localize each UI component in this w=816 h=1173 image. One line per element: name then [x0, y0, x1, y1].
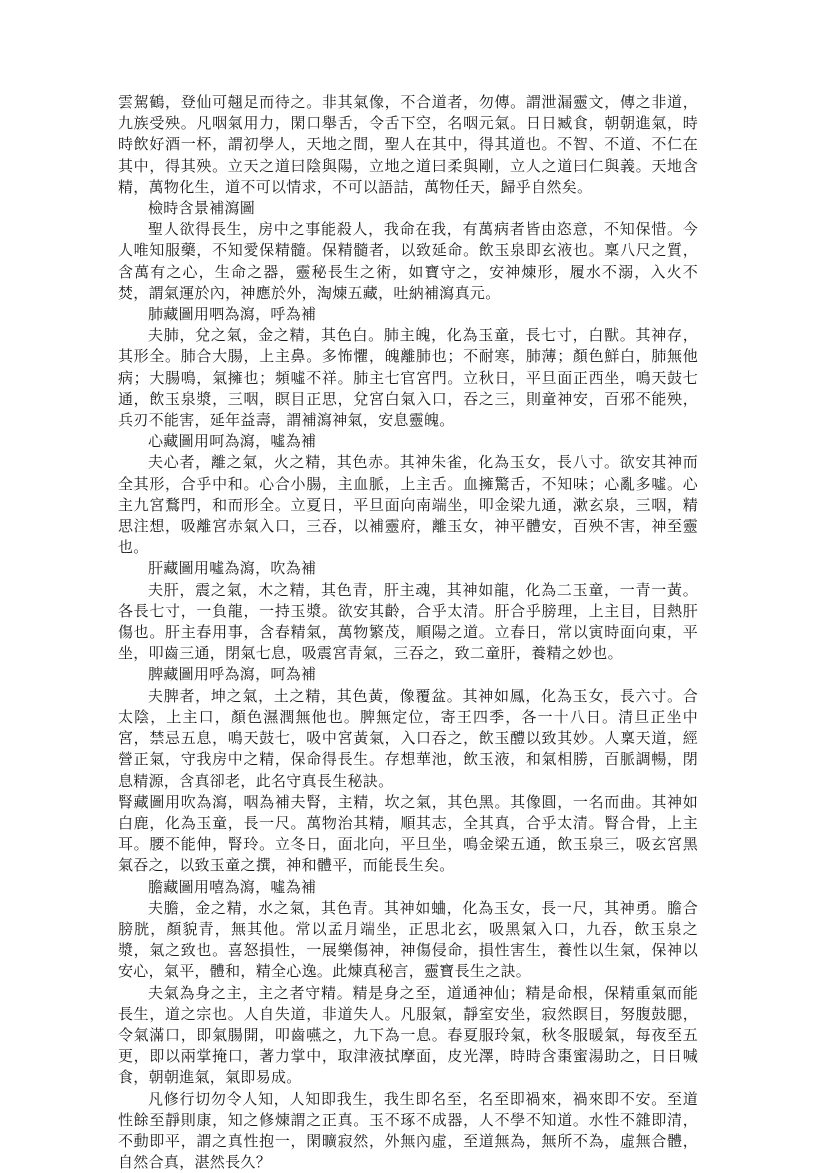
document-page: [118, 92, 698, 1173]
paragraph: 夫肺，兌之氣，金之精，其色白。肺主魄，化為玉童，長七寸，白獸。其神存，其形全。肺合大腸，上主鼻。多怖懼，魄離肺也；不耐寒，肺薄；顏色鮮白，肺無他病；大腸鳴，氣擁也；頻噓不祥。肺主七官宮門。立秋日，平旦面正西坐，鳴天鼓七通，飲玉泉漿，三咽，瞑目正思，兌宮白氣入口，吞之三，則童神安，百邪不能殃，兵刃不能害，延年益壽，謂補瀉神氣，安息靈魄。: [118, 326, 698, 430]
section-heading: 心藏圖用呵為瀉，噓為補: [148, 432, 317, 451]
paragraph: 夫肝，震之氣，木之精，其色青，肝主魂，其神如龍，化為二玉童，一青一黃。各長七寸，一負龍，一持玉漿。欲安其齡，合乎太清。肝合乎膀理，上主目，目熱肝傷也。肝主春用事，含春精氣，萬物繁茂，順陽之道。立春日，常以寅時面向東，平坐，叩齒三通，閉氣七息，吸震宮青氣，三吞之，致二童肝，養精之妙也。: [118, 580, 698, 663]
paragraph: 夫氣為身之主，主之者守精。精是身之至，道通神仙；精是命根，保精重氣而能長生，道之宗也。人自失道，非道失人。凡服氣，靜室安坐，寂然瞑目，努腹鼓腮，令氣滿口，即氣腸開，叩齒嚥之，九下為一息。春夏服玲氣，秋冬服暖氣，每夜至五更，即以兩掌掩口，著力掌中，取津液拭摩面，皮光澤，時時含棗蜜湯助之，日日喊食，朝朝進氣，氣即易成。: [118, 983, 698, 1087]
paragraph: 夫脾者，坤之氣，土之精，其色黃，像覆盆。其神如鳳，化為玉女，長六寸。合太陰，上主口，顏色濕潤無他也。脾無定位，寄王四季，各一十八日。清旦正坐中宮，禁忌五息，鳴天鼓七，吸中宮黃氣，入口吞之，飲玉醴以致其妙。人稟天道，經營正氣，守我房中之精，保命得長生。存想華池，飲玉液，和氣相勝，百脈調暢，閉息精源，含真卻老，此名守真長生秘訣。: [118, 686, 698, 790]
paragraph: 夫膽，金之精，水之氣，其色青。其神如蛐，化為玉女，長一尺，其神勇。膽合膀胱，顏貌青，無其他。常以孟月端坐，正思北玄，吸黑氣入口，九吞，飲玉泉之漿，氣之致也。喜怒損性，一展樂傷神，神傷侵命，損性害生，養性以生氣，保神以安心，氣平，體和，精全心逸。此煉真秘言，靈寶長生之訣。: [118, 898, 698, 981]
section-heading: 肺藏圖用呬為瀉，呼為補: [148, 305, 317, 324]
section-heading: 脾藏圖用呼為瀉，呵為補: [148, 665, 317, 684]
paragraph: 雲駕鶴，登仙可翹足而待之。非其氣像，不合道者，勿傳。謂泄漏靈文，傳之非道，九族受殃。凡咽氣用力，閑口舉舌，令舌下空，名咽元氣。日日臧食，朝朝進氣，時時飲好酒一杯，謂初學人，天地之間，聖人在其中，得其道也。不智、不道、不仁在其中，得其殃。立天之道曰陰與陽，立地之道曰柔與剛，立人之道曰仁與義。天地含精，萬物化生，道不可以情求，不可以語詰，萬物任天，歸乎自然矣。: [118, 93, 698, 196]
paragraph: 聖人欲得長生，房中之事能殺人，我命在我，有萬病者皆由恣意，不知保惜。今人唯知服藥，不知愛保精髓。保精髓者，以致延命。飲玉泉即玄液也。稟八尺之質，含萬有之心，生命之器，靈秘長生之術，如寶守之，安神煉形，履水不溺，入火不焚，謂氣運於內，神應於外，淘煉五藏，吐納補瀉真元。: [118, 220, 698, 302]
paragraph: 凡修行切勿令人知，人知即我生，我生即名至，名至即禍來，禍來即不安。至道性餘至靜則康，知之修煉謂之正真。玉不琢不成器，人不學不知道。水性不雜即清，不動即平，謂之真性抱一，閑曠寂然，外無內虛，至道無為，無所不為，虛無合體，自然合真，湛然長久？: [118, 1089, 698, 1172]
section-heading: 膽藏圖用嘻為瀉，噓為補: [148, 877, 317, 896]
section-heading: 檢時含景補瀉圖: [148, 199, 256, 218]
paragraph: 夫心者，離之氣，火之精，其色赤。其神朱雀，化為玉女，長八寸。欲安其神而全其形，合乎中和。心合小腸，主血脈，上主舌。血擁驚舌，不知味；心亂多噓。心主九宮鶩門，和而形全。立夏日，平旦面向南端坐，叩金梁九通，漱玄泉，三咽，精思注想，吸離宮赤氣入口，三吞，以補靈府，離玉女，神平體安，百殃不害，神至靈也。: [118, 453, 698, 557]
paragraph: 腎藏圖用吹為瀉，咽為補夫腎，主精，坎之氣，其色黑。其像圓，一名而曲。其神如白鹿，化為玉童，長一尺。萬物治其精，順其志，全其真，合乎太清。腎合骨，上主耳。腰不能伸，腎玲。立冬日，面北向，平旦坐，鳴金梁五通，飲玉泉三，吸玄宮黑氣吞之，以致玉童之撰，神和體平，而能長生矣。: [118, 792, 698, 875]
section-heading: 肝藏圖用噓為瀉，吹為補: [148, 559, 317, 578]
